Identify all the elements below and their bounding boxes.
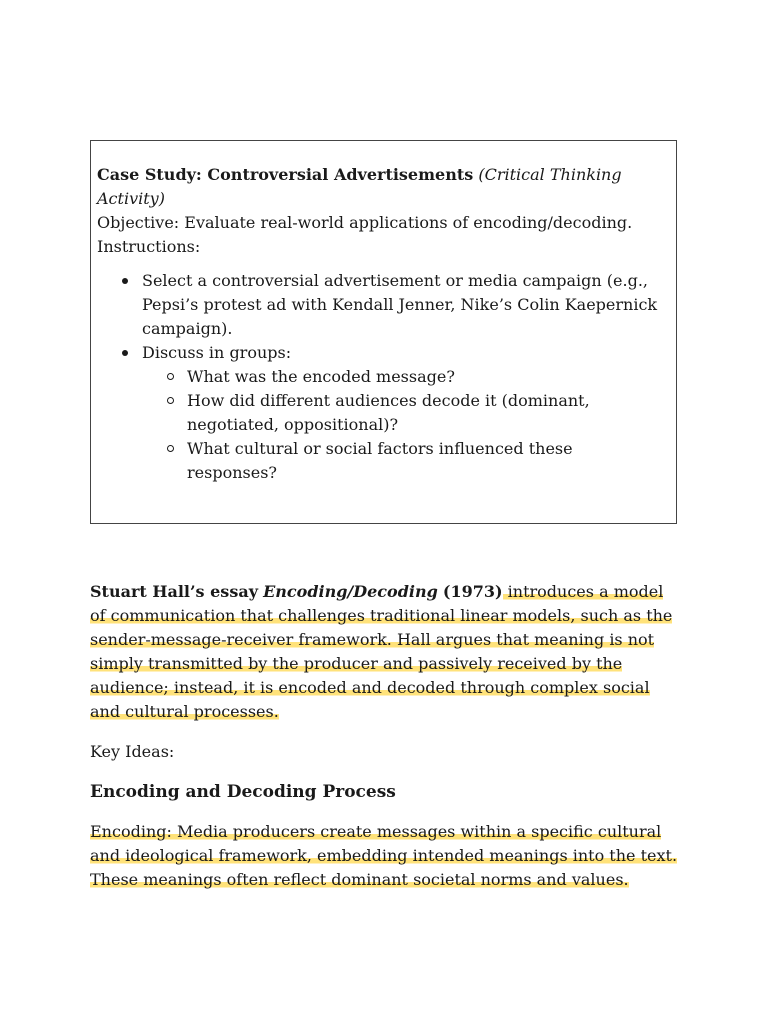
section-heading: Encoding and Decoding Process (90, 782, 396, 802)
instruction-list (97, 269, 660, 485)
case-study-box (90, 140, 677, 524)
intro-work-title: Encoding/Decoding (263, 582, 438, 601)
case-study-title (97, 163, 660, 211)
highlighted-text: introduces a model of communication that challenges traditional linear models, such as the sender-message-receiver framework. (90, 582, 673, 649)
case-study-title-italic: (Critical Thinking Activity) (97, 165, 622, 208)
discussion-list (142, 365, 660, 485)
instruction-item: Select a controversial advertisement or media campaign (e.g., Pepsi’s protest ad with Kendall Jenner, Nike’s Colin Kaepernick campaign). (142, 269, 660, 341)
essay-section (90, 580, 680, 892)
objective-text: Objective: Evaluate real-world applications of encoding/decoding. (97, 213, 633, 232)
highlighted-text: Hall argues that meaning is not simply transmitted by the producer and passively received by the audience; instead, it is encoded and decoded through complex social and cultural processes. (90, 630, 655, 721)
intro-paragraph (90, 580, 680, 724)
instructions-label: Instructions: (97, 237, 201, 256)
discussion-item: How did different audiences decode it (dominant, negotiated, oppositional)? (187, 389, 660, 437)
instruction-item-text: Discuss in groups: (142, 343, 292, 362)
instruction-item (142, 341, 660, 485)
encoding-term: Encoding (90, 822, 167, 841)
key-ideas-label: Key Ideas: (90, 742, 175, 761)
intro-year: (1973) (442, 582, 503, 601)
intro-author: Stuart Hall’s essay (90, 582, 258, 601)
encoding-paragraph (90, 820, 680, 892)
discussion-item: What cultural or social factors influenced these responses? (187, 437, 660, 485)
case-study-title-bold: Case Study: Controversial Advertisements (97, 165, 474, 184)
discussion-item: What was the encoded message? (187, 365, 660, 389)
highlighted-text: : Media producers create messages within a specific cultural and ideological framework, embedding intended meanings into the text. These meanings often reflect dominant societal norms and values. (90, 822, 678, 889)
